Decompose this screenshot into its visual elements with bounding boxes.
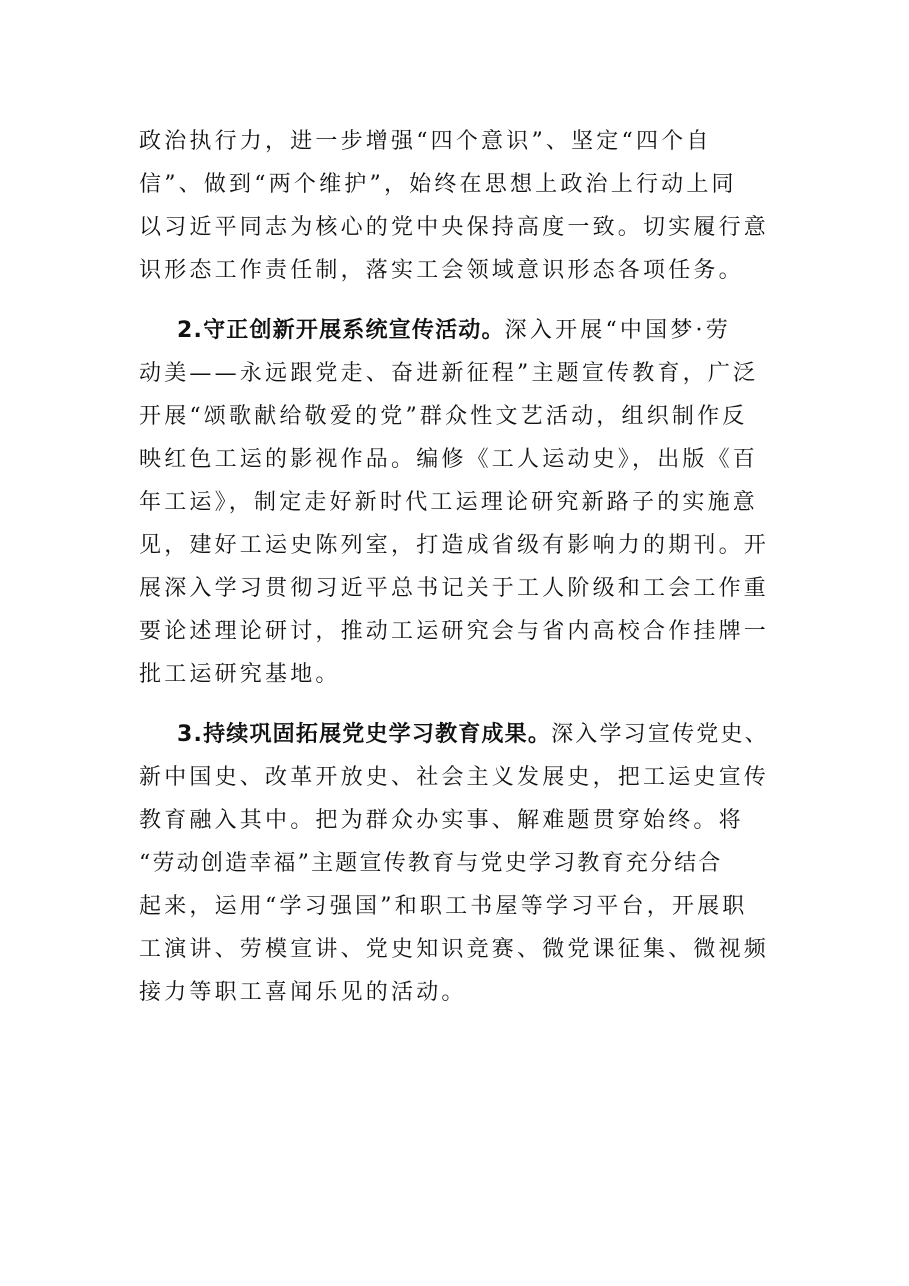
paragraph-first-line	[139, 713, 779, 756]
paragraph-ideology	[139, 120, 779, 292]
paragraph-spacer	[139, 696, 779, 713]
section-heading: 3.持续巩固拓展党史学习教育成果。	[177, 722, 552, 747]
paragraph-line: 年工运》，制定走好新时代工运理论研究新路子的实施意	[139, 490, 759, 515]
paragraph-line: 教育融入其中。把为群众办实事、解难题贯穿始终。将	[139, 808, 744, 833]
paragraph-line: 动美——永远跟党走、奋进新征程”主题宣传教育，广泛	[139, 361, 759, 386]
paragraph-line: 批工运研究基地。	[139, 662, 341, 687]
paragraph-line: 展深入学习贯彻习近平总书记关于工人阶级和工会工作重	[139, 576, 770, 601]
paragraph-line: 映红色工运的影视作品。编修《工人运动史》，出版《百	[139, 447, 759, 472]
section-heading: 2.守正创新开展系统宣传活动。	[177, 318, 505, 343]
paragraph-line: 工演讲、劳模宣讲、党史知识竞赛、微党课征集、微视频	[139, 937, 770, 962]
paragraph-text: 深入开展“中国梦·劳	[504, 318, 731, 343]
paragraph-spacer	[139, 292, 779, 309]
paragraph-line: 见，建好工运史陈列室，打造成省级有影响力的期刊。开	[139, 533, 770, 558]
paragraph-line: 识形态工作责任制，落实工会领域意识形态各项任务。	[139, 258, 744, 283]
paragraph-publicity	[139, 309, 779, 696]
paragraph-first-line	[139, 309, 779, 352]
paragraph-line: 接力等职工喜闻乐见的活动。	[139, 980, 467, 1005]
paragraph-line: 以习近平同志为核心的党中央保持高度一致。切实履行意	[139, 215, 770, 240]
paragraph-line: 政治执行力，进一步增强“四个意识”、坚定“四个自	[139, 129, 712, 154]
paragraph-line: 信”、做到“两个维护”，始终在思想上政治上行动上同	[139, 172, 737, 197]
paragraph-line: 新中国史、改革开放史、社会主义发展史，把工运史宣传	[139, 765, 770, 790]
paragraph-text: 深入学习宣传党史、	[551, 722, 769, 747]
document-body	[139, 120, 779, 1014]
paragraph-line: “劳动创造幸福”主题宣传教育与党史学习教育充分结合	[139, 851, 723, 876]
paragraph-line: 开展“颂歌献给敬爱的党”群众性文艺活动，组织制作反	[139, 404, 748, 429]
paragraph-line: 要论述理论研讨，推动工运研究会与省内高校合作挂牌一	[139, 619, 770, 644]
paragraph-party-history	[139, 713, 779, 1014]
paragraph-line: 起来，运用“学习强国”和职工书屋等学习平台，开展职	[139, 894, 748, 919]
